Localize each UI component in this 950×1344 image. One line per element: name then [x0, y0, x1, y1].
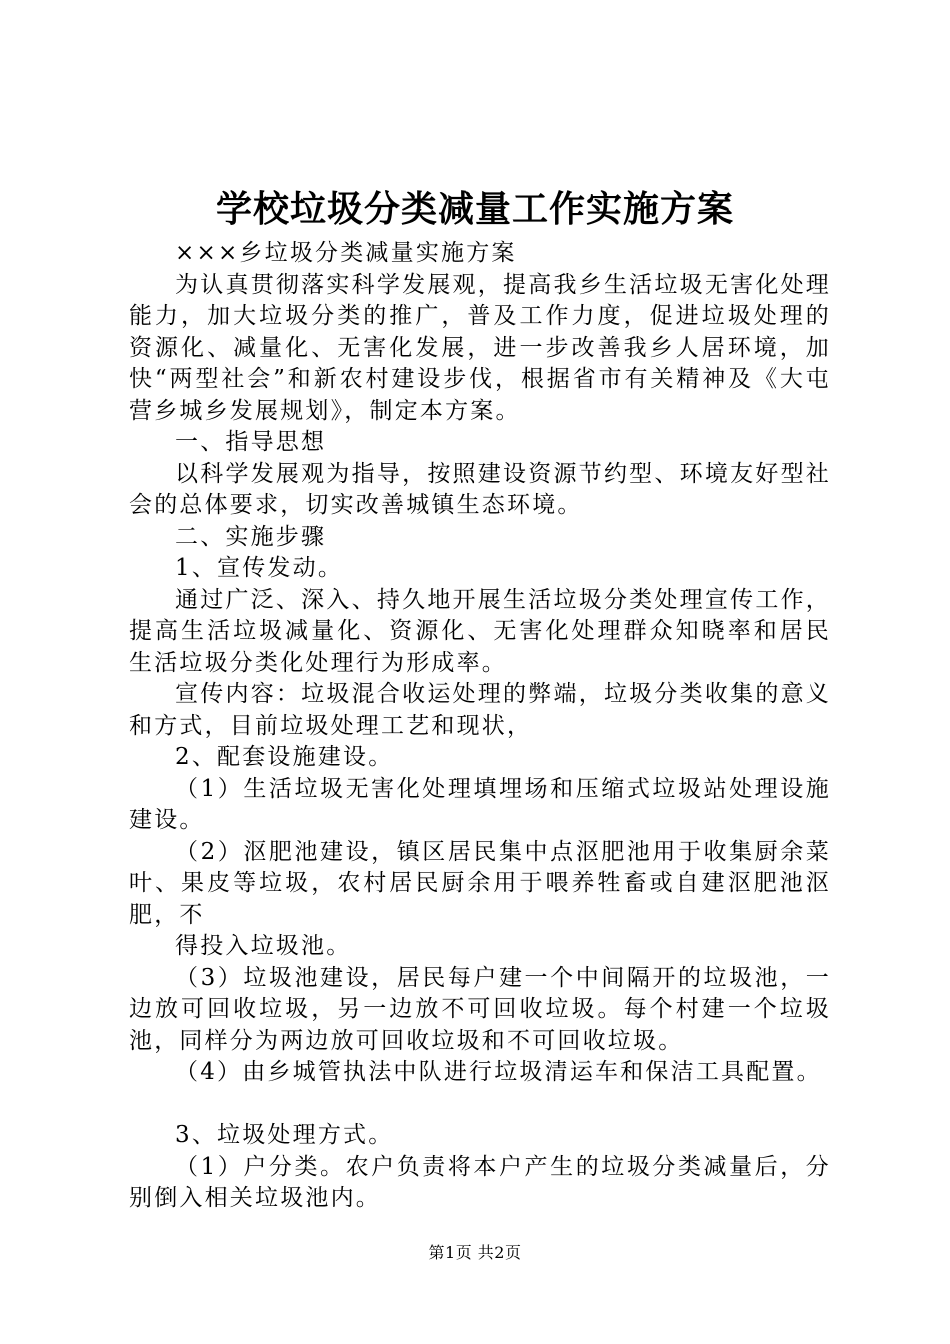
paragraph-facility-3: （3）垃圾池建设，居民每户建一个中间隔开的垃圾池，一边放可回收垃圾，另一边放不可回收垃圾。每个村建一个垃圾池，同样分为两边放可回收垃圾和不可回收垃圾。 — [129, 964, 831, 1054]
heading-implementation-steps: 二、实施步骤 — [175, 523, 327, 550]
paragraph-facility-2-cont: 得投入垃圾池。 — [175, 933, 352, 959]
page-number: 第1页 共2页 — [428, 1243, 522, 1262]
paragraph-publicity: 通过广泛、深入、持久地开展生活垃圾分类处理宣传工作，提高生活垃圾减量化、资源化、无害化处理群众知晓率和居民生活垃圾分类化处理行为形成率。 — [129, 586, 831, 676]
paragraph-facility-4: （4）由乡城管执法中队进行垃圾清运车和保洁工具配置。 — [175, 1059, 822, 1085]
blank-line — [129, 1089, 831, 1121]
paragraph-facility-2: （2）沤肥池建设，镇区居民集中点沤肥池用于收集厨余菜叶、果皮等垃圾，农村居民厨余用于喂养牲畜或自建沤肥池沤肥，不 — [129, 838, 831, 928]
heading-publicity: 1、宣传发动。 — [175, 555, 344, 581]
paragraph-facility-1: （1）生活垃圾无害化处理填埋场和压缩式垃圾站处理设施建设。 — [129, 775, 831, 833]
paragraph-subtitle: ×××乡垃圾分类减量实施方案 — [175, 240, 517, 266]
paragraph-guiding-ideology: 以科学发展观为指导，按照建设资源节约型、环境友好型社会的总体要求，切实改善城镇生态环境。 — [129, 460, 831, 518]
paragraph-intro: 为认真贯彻落实科学发展观，提高我乡生活垃圾无害化处理能力，加大垃圾分类的推广，普及工作力度，促进垃圾处理的资源化、减量化、无害化发展，进一步改善我乡人居环境，加快“两型社会”和新农村建设步伐，根据省市有关精神及《大屯营乡城乡发展规划》，制定本方案。 — [129, 271, 831, 424]
heading-guiding-ideology: 一、指导思想 — [175, 429, 327, 455]
document-title: 学校垃圾分类减量工作实施方案 — [215, 188, 734, 230]
heading-facilities: 2、配套设施建设。 — [175, 744, 394, 770]
paragraph-publicity-content: 宣传内容：垃圾混合收运处理的弊端，垃圾分类收集的意义和方式，目前垃圾处理工艺和现状， — [129, 681, 831, 739]
paragraph-disposal-1: （1）户分类。农户负责将本户产生的垃圾分类减量后，分别倒入相关垃圾池内。 — [129, 1153, 831, 1211]
document-body — [129, 238, 831, 1215]
heading-disposal-method: 3、垃圾处理方式。 — [175, 1122, 394, 1148]
